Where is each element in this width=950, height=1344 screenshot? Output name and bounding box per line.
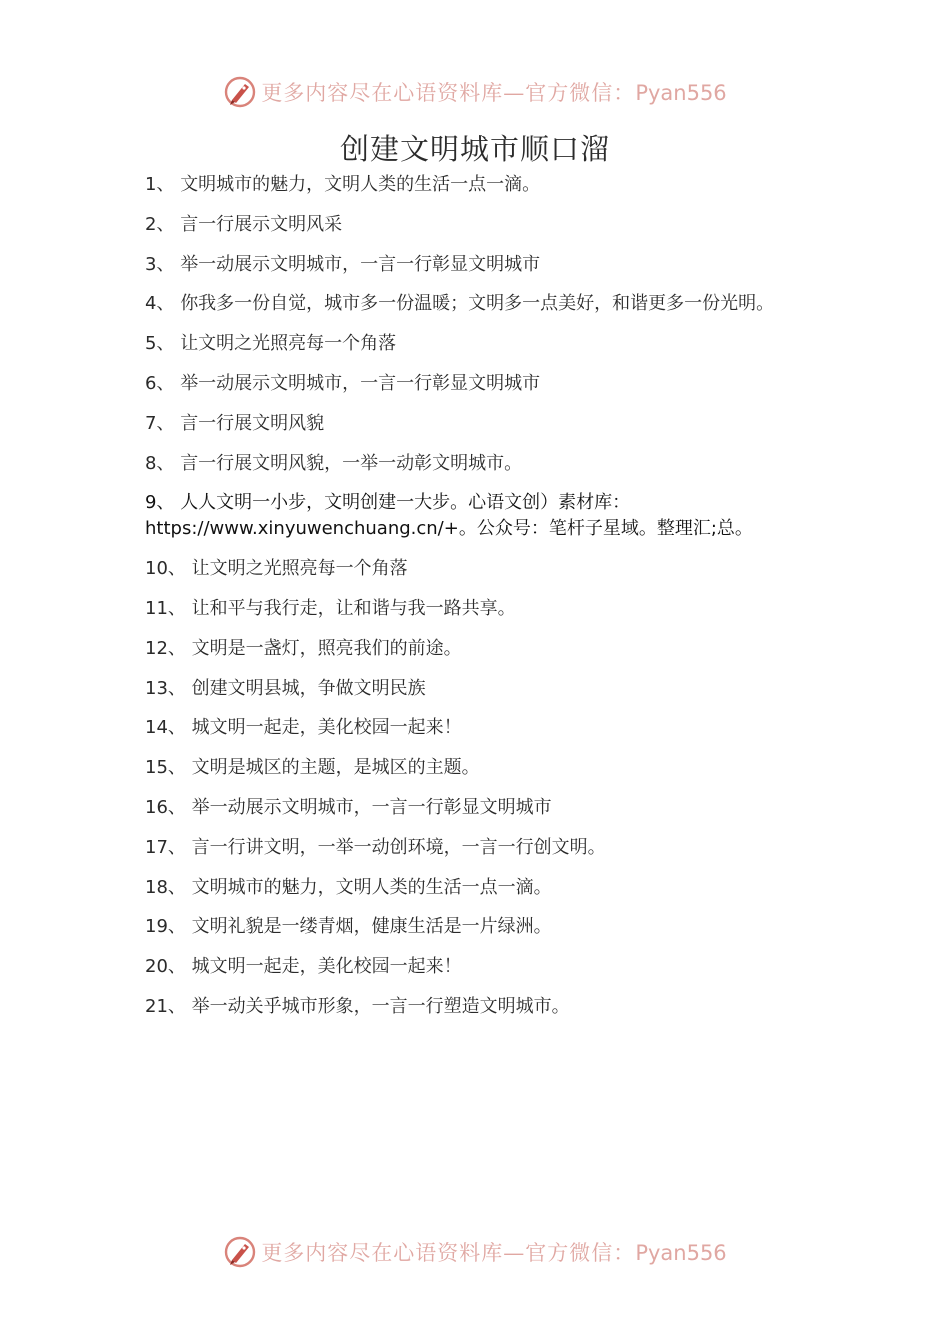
list-item: 4、 你我多一份自觉，城市多一份温暖；文明多一点美好，和谐更多一份光明。 [145,293,775,315]
list-item: 9、 人人文明一小步，文明创建一大步。心语文创）素材库： https://www.xinyuwenchuang.cn/+。公众号：笔杆子星域。整理汇;总。 [145,490,845,542]
page-title: 创建文明城市顺口溜 [339,132,610,166]
list-item: 21、 举一动关乎城市形象，一言一行塑造文明城市。 [145,995,570,1017]
list-item: 7、 言一行展文明风貌 [145,412,325,434]
list-item: 12、 文明是一盏灯，照亮我们的前途。 [145,637,462,659]
list-item: 19、 文明礼貌是一缕青烟，健康生活是一片绿洲。 [145,916,552,938]
list-item: 17、 言一行讲文明，一举一动创环境，一言一行创文明。 [145,836,606,858]
list-item: 6、 举一动展示文明城市，一言一行彰显文明城市 [145,372,541,394]
list-item: 2、 言一行展示文明风采 [145,213,343,235]
list-item: 3、 举一动展示文明城市，一言一行彰显文明城市 [145,253,541,275]
banner-text: 更多内容尽在心语资料库—官方微信：Pyan556 [261,1241,727,1265]
list-item: 14、 城文明一起走，美化校园一起来！ [145,717,462,739]
footer-banner [0,1232,950,1272]
pen-logo-icon [223,1235,257,1269]
list-item: 20、 城文明一起走，美化校园一起来！ [145,956,462,978]
list-item: 18、 文明城市的魅力，文明人类的生活一点一滴。 [145,876,552,898]
pen-logo-icon [223,75,257,109]
header-banner [0,72,950,112]
list-item: 13、 创建文明县城，争做文明民族 [145,677,426,699]
list-item: 11、 让和平与我行走，让和谐与我一路共享。 [145,597,516,619]
list-item: 8、 言一行展文明风貌，一举一动彰文明城市。 [145,452,523,474]
list-item: 15、 文明是城区的主题，是城区的主题。 [145,757,480,779]
banner-text: 更多内容尽在心语资料库—官方微信：Pyan556 [261,81,727,105]
source-url-text: https://www.xinyuwenchuang.cn/+。公众号：笔杆子星域。整理汇;总。 [145,518,753,540]
slogan-list [145,172,845,1034]
list-item: 1、 文明城市的魅力，文明人类的生活一点一滴。 [145,174,541,195]
list-item: 16、 举一动展示文明城市，一言一行彰显文明城市 [145,796,552,818]
list-item: 10、 让文明之光照亮每一个角落 [145,558,408,580]
list-item: 5、 让文明之光照亮每一个角落 [145,333,397,355]
